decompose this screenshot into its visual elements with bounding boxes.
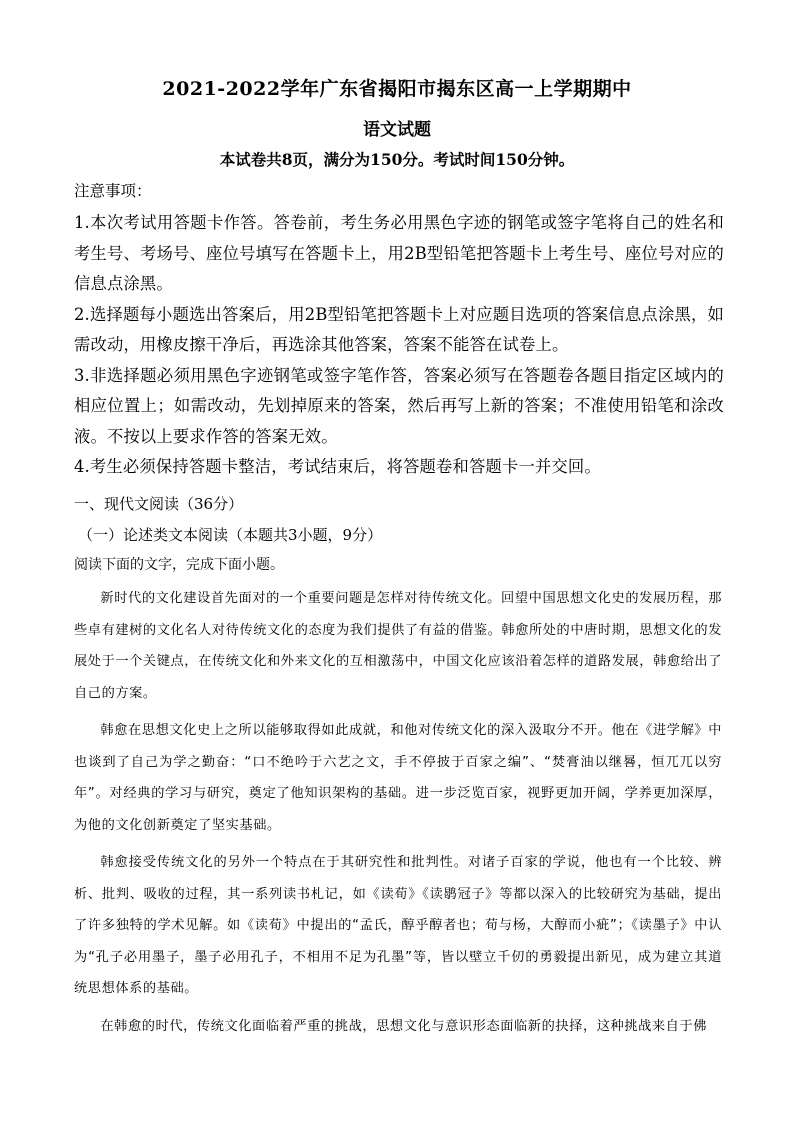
exam-title: 2021-2022学年广东省揭阳市揭东区高一上学期期中 bbox=[162, 78, 632, 100]
note-item: 2.选择题每小题选出答案后，用2B型铅笔把答题卡上对应题目选项的答案信息点涂黑，如需改动，用橡皮擦干净后，再选涂其他答案，答案不能答在试卷上。 bbox=[74, 304, 724, 354]
note-item: 4.考生必须保持答题卡整洁，考试结束后，将答题卷和答题卡一并交回。 bbox=[74, 457, 601, 476]
passage-paragraph: 在韩愈的时代，传统文化面临着严重的挑战，思想文化与意识形态面临新的抉择，这种挑战来自于佛 bbox=[100, 1018, 708, 1034]
notes-heading: 注意事项： bbox=[74, 182, 152, 200]
notes-block bbox=[74, 181, 724, 483]
part-title: 一、现代文阅读（36分） bbox=[74, 495, 244, 513]
passage-paragraph: 韩愈接受传统文化的另外一个特点在于其研究性和批判性。对诸子百家的学说，他也有一个比较、辨析、批判、吸收的过程，其一系列读书札记，如《读荀》《读鹖冠子》等都以深入的比较研究为基础，提出了许多独特的学术见解。如《读荀》中提出的“孟氏，醇乎醇者也；荀与杨，大醇而小疵”；《读墨子》中认为“孔子必用墨子，墨子必用孔子，不相用不足为孔墨”等，皆以壁立千仞的勇毅提出新见，成为建立其道统思想体系的基础。 bbox=[74, 855, 722, 996]
note-item: 3.非选择题必须用黑色字迹钢笔或签字笔作答，答案必须写在答题卷各题目指定区域内的相应位置上；如需改动，先划掉原来的答案，然后再写上新的答案；不准使用铅笔和涂改液。不按以上要求作答的答案无效。 bbox=[74, 365, 724, 446]
subject-title: 语文试题 bbox=[363, 120, 431, 140]
passage-paragraph: 新时代的文化建设首先面对的一个重要问题是怎样对待传统文化。回望中国思想文化史的发展历程，那些卓有建树的文化名人对待传统文化的态度为我们提供了有益的借鉴。韩愈所处的中唐时期，思想文化的发展处于一个关键点，在传统文化和外来文化的互相激荡中，中国文化应该沿着怎样的道路发展，韩愈给出了自己的方案。 bbox=[74, 591, 723, 701]
sub-section-title: （一）论述类文本阅读（本题共3小题，9分） bbox=[78, 526, 383, 544]
exam-info: 本试卷共8页，满分为150分。考试时间150分钟。 bbox=[219, 150, 575, 169]
reading-passage bbox=[74, 583, 722, 1048]
reading-instruction: 阅读下面的文字，完成下面小题。 bbox=[74, 557, 284, 573]
note-item: 1.本次考试用答题卡作答。答卷前，考生务必用黑色字迹的钢笔或签字笔将自己的姓名和考生号、考场号、座位号填写在答题卡上，用2B型铅笔把答题卡上考生号、座位号对应的信息点涂黑。 bbox=[74, 213, 724, 293]
passage-paragraph: 韩愈在思想文化史上之所以能够取得如此成就，和他对传统文化的深入汲取分不开。他在《进学解》中也谈到了自己为学之勤奋：“口不绝吟于六艺之文，手不停披于百家之编”、“焚膏油以继晷，恒兀兀以穷年”。对经典的学习与研究，奠定了他知识架构的基础。进一步泛览百家，视野更加开阔，学养更加深厚，为他的文化创新奠定了坚实基础。 bbox=[74, 723, 722, 833]
